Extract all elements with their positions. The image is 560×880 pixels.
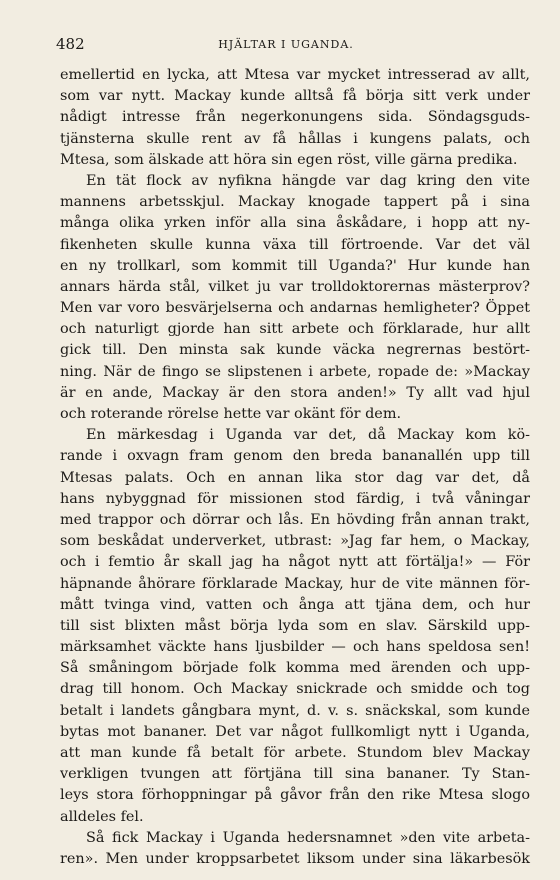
text-line: nådigt intresse från negerkonungens sida. Söndagsguds- <box>60 109 530 126</box>
text-line: bytas mot bananer. Det var något fullkomligt nytt i Uganda, <box>60 723 530 740</box>
page-number: 482 <box>56 35 85 53</box>
text-line: med trappor och dörrar och lås. En hövding från annan trakt, <box>60 511 530 528</box>
text-line: emellertid en lycka, att Mtesa var mycket intresserad av allt, <box>60 67 530 83</box>
text-line: och roterande rörelse hette var okänt för dem. <box>60 406 402 422</box>
text-line: Mtesas palats. Och en annan lika stor dag var det, då <box>60 469 530 486</box>
text-line: leys stora förhoppningar på gåvor från den rike Mtesa slogo <box>60 787 530 804</box>
text-line: Men var voro besvärjelserna och andarnas hemligheter? Öppet <box>60 300 530 317</box>
text-line: en ny trollkarl, som kommit till Uganda?' Hur kunde han <box>60 257 530 274</box>
body-text <box>60 65 530 870</box>
text-line: Så småningom började folk komma med ärenden och upp- <box>60 660 530 677</box>
text-line: mått tvinga vind, vatten och ånga att tjäna dem, och hur <box>60 596 530 613</box>
text-line: märksamhet väckte hans ljusbilder — och hans speldosa sen! <box>60 639 530 656</box>
text-line: är en ande, Mackay är den stora anden!» Ty allt vad hjul <box>60 384 530 401</box>
text-line: ning. När de fingo se slipstenen i arbete, ropade de: »Mackay <box>60 363 530 380</box>
text-line: drag till honom. Och Mackay snickrade och smidde och tog <box>60 681 530 698</box>
text-line: som var nytt. Mackay kunde alltså få börja sitt verk under <box>60 88 530 105</box>
text-line: betalt i landets gångbara mynt, d. v. s. snäckskal, som kunde <box>60 702 530 719</box>
text-line: gick till. Den minsta sak kunde väcka negrernas bestört- <box>60 342 530 359</box>
text-line: En tät flock av nyfikna hängde var dag kring den vite <box>86 172 530 189</box>
text-line: tjänsterna skulle rent av få hållas i kungens palats, och <box>60 130 530 147</box>
page-header <box>56 34 516 54</box>
text-line: mannens arbetsskjul. Mackay knogade tappert på i sina <box>60 194 530 211</box>
text-line: annars härda stål, vilket ju var trolldoktorernas mästerprov? <box>60 278 530 295</box>
text-line: verkligen tvungen att förtjäna till sina bananer. Ty Stan- <box>60 766 530 783</box>
text-line: alldeles fel. <box>60 808 144 825</box>
text-line: häpnande åhörare förklarade Mackay, hur de vite männen för- <box>60 575 530 592</box>
text-line: En märkesdag i Uganda var det, då Mackay kom kö- <box>86 427 530 444</box>
text-line: fikenheten skulle kunna växa till förtroende. Var det väl <box>60 236 530 253</box>
text-line: hans nybyggnad för missionen stod färdig, i två våningar <box>60 490 530 507</box>
text-line: Mtesa, som älskade att höra sin egen röst, ville gärna predika. <box>60 151 518 168</box>
text-line: rande i oxvagn fram genom den breda bananallén upp till <box>60 448 530 465</box>
text-line: och i femtio år skall jag ha något nytt att förtälja!» — För <box>60 554 530 571</box>
text-line: och naturligt gjorde han sitt arbete och förklarade, hur allt <box>60 321 530 338</box>
text-line: många olika yrken inför alla sina åskådare, i hopp att ny- <box>60 215 530 232</box>
text-line: att man kunde få betalt för arbete. Stundom blev Mackay <box>60 745 530 761</box>
text-line: Så fick Mackay i Uganda hedersnamnet »den vite arbeta- <box>86 829 530 846</box>
running-title: HJÄLTAR I UGANDA. <box>218 38 354 51</box>
text-line: till sist blixten måst börja lyda som en slav. Särskild upp- <box>60 617 530 634</box>
text-line: ren». Men under kroppsarbetet liksom under sina läkarbesök <box>60 850 530 867</box>
text-line: som beskådat underverket, utbrast: »Jag far hem, o Mackay, <box>60 533 530 550</box>
